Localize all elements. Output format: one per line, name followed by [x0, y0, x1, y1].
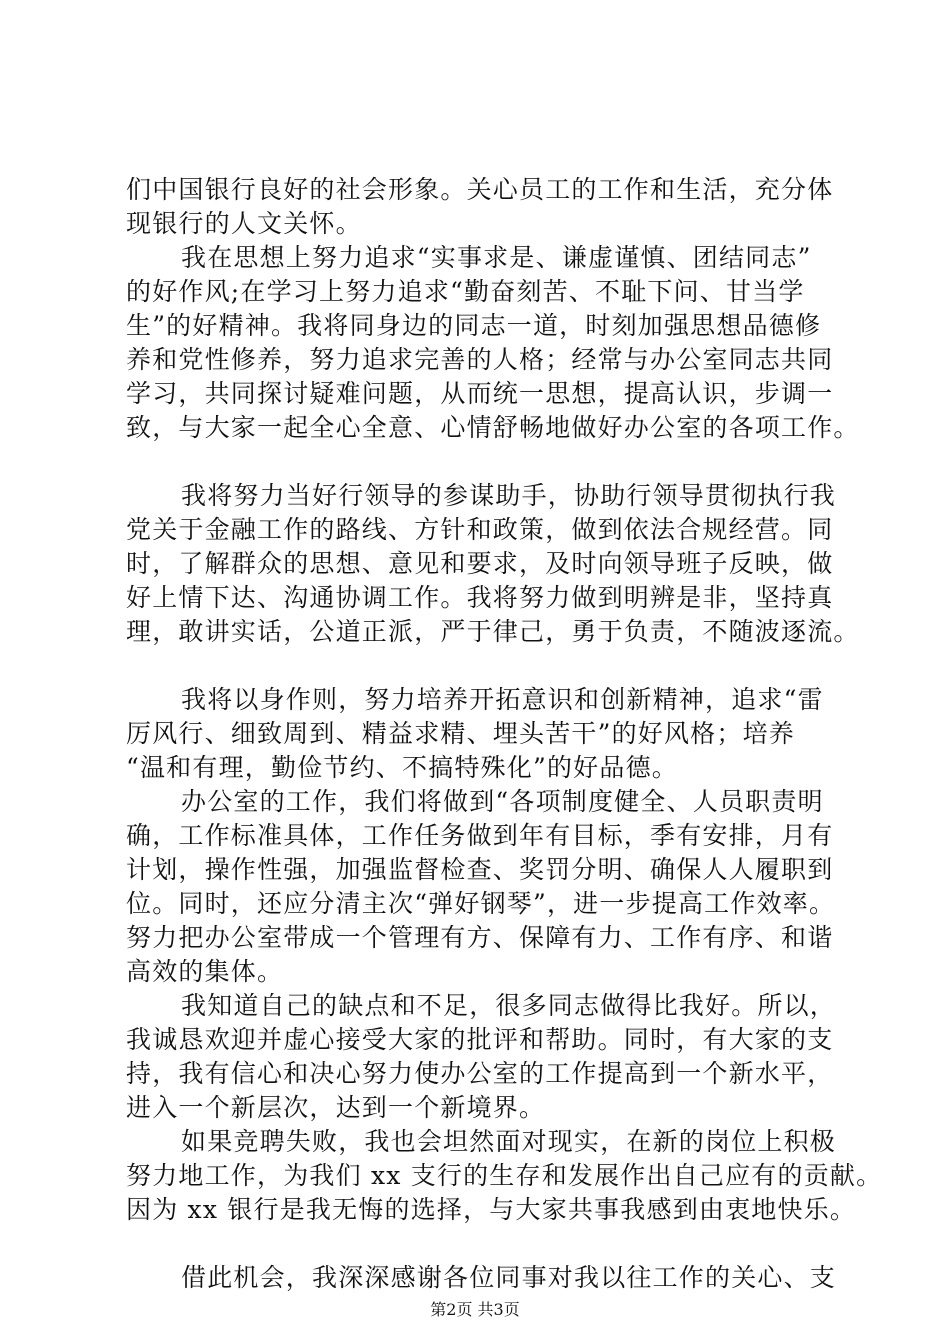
- text-line: 我知道自己的缺点和不足，很多同志做得比我好。所以，: [181, 991, 837, 1020]
- text-line: 理，敢讲实话，公道正派，严于律己，勇于负责，不随波逐流。: [126, 617, 860, 646]
- text-line: 借此机会，我深深感谢各位同事对我以往工作的关心、支: [181, 1263, 837, 1292]
- text-line: 计划，操作性强，加强监督检查、奖罚分明、确保人人履职到: [126, 855, 834, 884]
- text-line: 我将努力当好行领导的参谋助手，协助行领导贯彻执行我: [181, 481, 837, 510]
- text-line: 时，了解群众的思想、意见和要求，及时向领导班子反映，做: [126, 549, 834, 578]
- text-line: 我将以身作则，努力培养开拓意识和创新精神，追求“雷: [181, 685, 824, 714]
- text-line: 厉风行、细致周到、精益求精、埋头苦干”的好风格；培养: [126, 719, 795, 748]
- text-line: 持，我有信心和决心努力使办公室的工作提高到一个新水平，: [126, 1059, 834, 1088]
- text-line: “温和有理，勤俭节约、不搞特殊化”的好品德。: [126, 753, 678, 782]
- text-line: 的好作风;在学习上努力追求“勤奋刻苦、不耻下问、甘当学: [126, 277, 805, 306]
- text-line: 努力把办公室带成一个管理有方、保障有力、工作有序、和谐: [126, 923, 834, 952]
- text-line: 因为 xx 银行是我无悔的选择，与大家共事我感到由衷地快乐。: [126, 1195, 857, 1224]
- text-line: 养和党性修养，努力追求完善的人格；经常与办公室同志共同: [126, 345, 834, 374]
- text-line: 们中国银行良好的社会形象。关心员工的工作和生活，充分体: [126, 175, 834, 204]
- page-footer: 第2页 共3页: [430, 1300, 520, 1319]
- text-line: 努力地工作，为我们 xx 支行的生存和发展作出自己应有的贡献。: [126, 1161, 883, 1190]
- text-line: 办公室的工作，我们将做到“各项制度健全、人员职责明: [181, 787, 824, 816]
- text-line: 我在思想上努力追求“实事求是、谦虚谨慎、团结同志”: [181, 243, 812, 272]
- text-line: 进入一个新层次，达到一个新境界。: [126, 1093, 546, 1122]
- text-line: 位。同时，还应分清主次“弹好钢琴”，进一步提高工作效率。: [126, 889, 836, 918]
- text-line: 好上情下达、沟通协调工作。我将努力做到明辨是非，坚持真: [126, 583, 834, 612]
- text-line: 我诚恳欢迎并虚心接受大家的批评和帮助。同时，有大家的支: [126, 1025, 834, 1054]
- text-line: 学习，共同探讨疑难问题，从而统一思想，提高认识，步调一: [126, 379, 834, 408]
- text-line: 高效的集体。: [126, 957, 284, 986]
- text-line: 生”的好精神。我将同身边的同志一道，时刻加强思想品德修: [126, 311, 822, 340]
- text-line: 现银行的人文关怀。: [126, 209, 362, 238]
- text-line: 致，与大家一起全心全意、心情舒畅地做好办公室的各项工作。: [126, 413, 860, 442]
- text-line: 确，工作标准具体，工作任务做到年有目标，季有安排，月有: [126, 821, 834, 850]
- text-line: 如果竞聘失败，我也会坦然面对现实，在新的岗位上积极: [181, 1127, 837, 1156]
- text-line: 党关于金融工作的路线、方针和政策，做到依法合规经营。同: [126, 515, 834, 544]
